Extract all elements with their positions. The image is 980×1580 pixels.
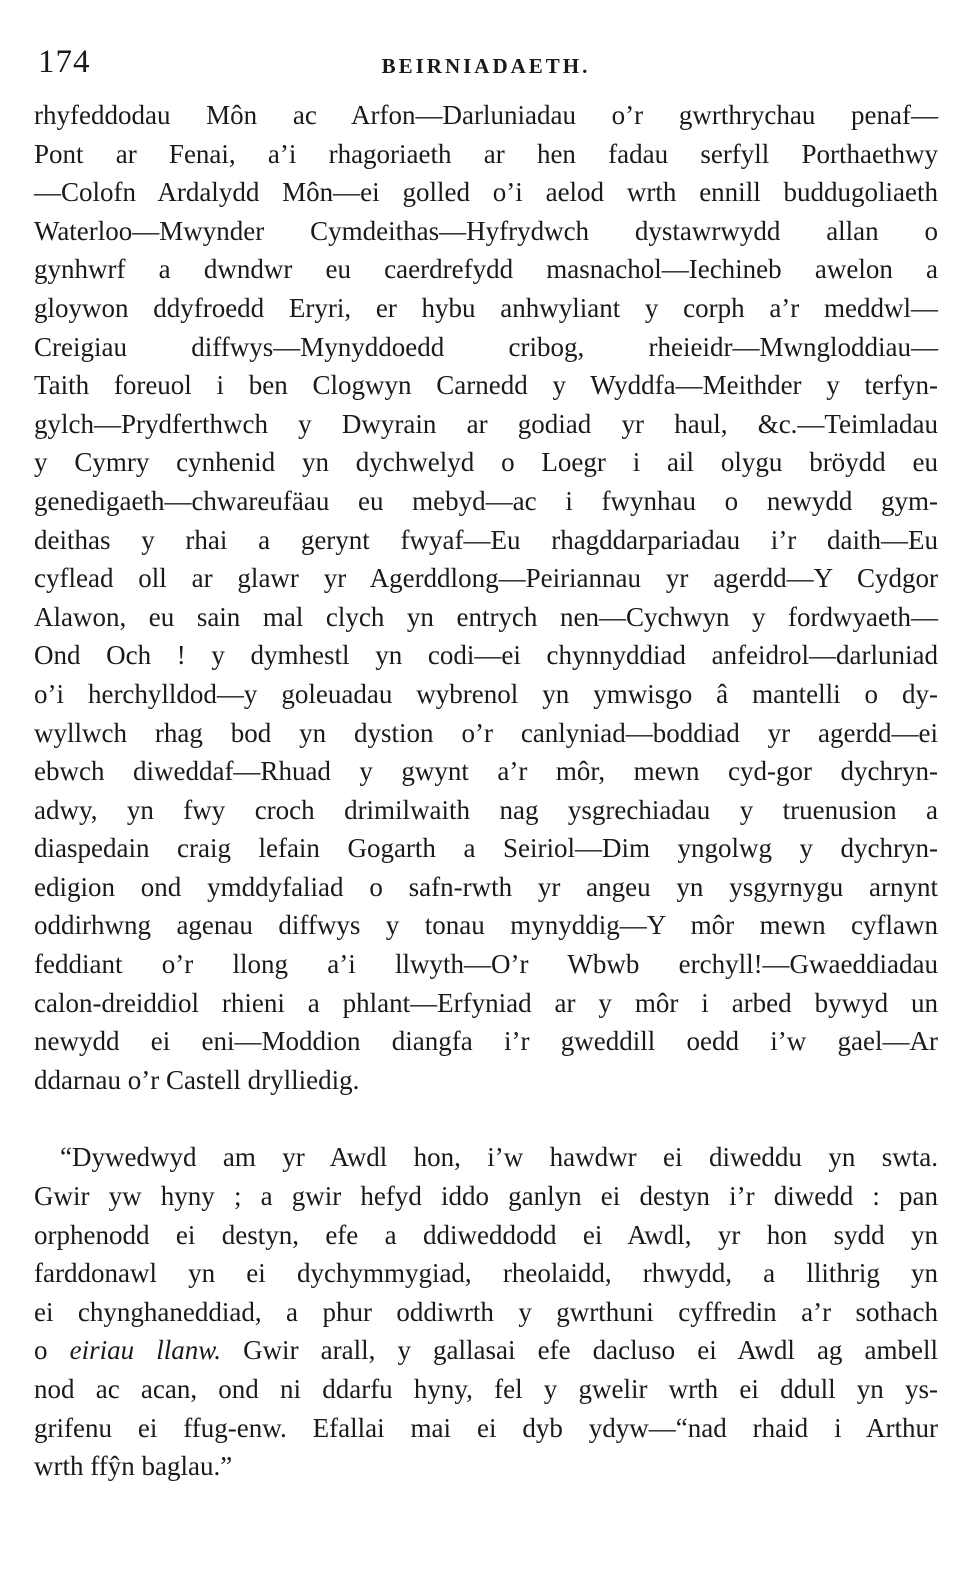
text-line: y Cymry cynhenid yn dychwelyd o Loegr i ail olygu bröydd eu [34,447,938,478]
text-line-with-italic [34,1331,938,1370]
text-line: oddirhwng agenau diffwys y tonau mynyddig—Y môr mewn cyflawn [34,910,938,941]
text-line: Pont ar Fenai, a’i rhagoriaeth ar hen fadau serfyll Porthaethwy [34,138,938,169]
text-line: edigion ond ymddyfaliad o safn-rwth yr angeu yn ysgyrnygu arnynt [34,871,938,902]
text-line: Alawon, eu sain mal clych yn entrych nen—Cychwyn y fordwyaeth— [34,601,938,632]
running-head [34,36,938,96]
text-line: —Colofn Ardalydd Môn—ei golled o’i aelod wrth ennill buddugoliaeth [34,177,938,208]
text-line: wyllwch rhag bod yn dystion o’r canlyniad—boddiad yr agerdd—ei [34,717,938,748]
text-line: genedigaeth—chwareufäau eu mebyd—ac i fwynhau o newydd gym- [34,485,938,516]
text-line: grifenu ei ffug-enw. Efallai mai ei dyb ydyw—“nad rhaid i Arthur [34,1412,938,1443]
text-line: cyflead oll ar glawr yr Agerddlong—Peiriannau yr agerdd—Y Cydgor [34,563,938,594]
text-line: Taith foreuol i ben Clogwyn Carnedd y Wyddfa—Meithder y terfyn- [34,370,938,401]
book-page [34,36,938,1486]
text-line: gylch—Prydferthwch y Dwyrain ar godiad yr haul, &c.—Teimladau [34,408,938,439]
text-line: Ond Och ! y dymhestl yn codi—ei chynnyddiad anfeidrol—darluniad [34,640,938,671]
text-line: nod ac acan, ond ni ddarfu hyny, fel y gwelir wrth ei ddull yn ys- [34,1374,938,1404]
text-line: Waterloo—Mwynder Cymdeithas—Hyfrydwch dystawrwydd allan o [34,215,938,246]
text-segment: o [34,1335,70,1366]
text-line: wrth ffŷn baglau.” [34,1451,233,1482]
text-line: rhyfeddodau Môn ac Arfon—Darluniadau o’r gwrthrychau penaf— [34,100,938,130]
text-line: diaspedain craig lefain Gogarth a Seiriol—Dim yngolwg y dychryn- [34,833,938,864]
text-segment: Gwir arall, y gallasai efe dacluso ei Awdl ag ambell [220,1335,939,1366]
running-title: BEIRNIADAETH. [381,54,591,78]
text-line: Creigiau diffwys—Mynyddoedd cribog, rheieidr—Mwngloddiau— [34,331,938,362]
text-line: deithas y rhai a gerynt fwyaf—Eu rhagddarpariadau i’r daith—Eu [34,524,938,555]
text-line: ddarnau o’r Castell drylliedig. [34,1064,360,1095]
text-line: gloywon ddyfroedd Eryri, er hybu anhwyliant y corph a’r meddwl— [34,292,938,323]
text-line: Gwir yw hyny ; a gwir hefyd iddo ganlyn ei destyn i’r diwedd : pan [34,1181,938,1212]
text-line: ebwch diweddaf—Rhuad y gwynt a’r môr, mewn cyd-gor dychryn- [34,756,938,787]
text-line: gynhwrf a dwndwr eu caerdrefydd masnachol—Iechineb awelon a [34,254,938,285]
text-line: adwy, yn fwy croch drimilwaith nag ysgrechiadau y truenusion a [34,794,938,825]
paragraph-contents-summary [34,96,938,1099]
text-line: o’i herchylldod—y goleuadau wybrenol yn ymwisgo â mantelli o dy- [34,678,938,709]
text-line: orphenodd ei destyn, efe a ddiweddodd ei Awdl, yr hon sydd yn [34,1219,938,1250]
text-line: “Dywedwyd am yr Awdl hon, i’w hawdwr ei diweddu yn swta. [60,1142,938,1173]
text-line: calon-dreiddiol rhieni a phlant—Erfyniad ar y môr i arbed bywyd un [34,987,938,1018]
page-number: 174 [38,44,91,80]
text-line: feddiant o’r llong a’i llwyth—O’r Wbwb erchyll!—Gwaeddiadau [34,949,938,980]
text-line: farddonawl yn ei dychymmygiad, rheolaidd, rhwydd, a llithrig yn [34,1258,938,1289]
paragraph-quotation [34,1138,938,1485]
italic-phrase: eiriau llanw. [69,1335,221,1366]
text-line: newydd ei eni—Moddion diangfa i’r gweddill oedd i’w gael—Ar [34,1026,938,1057]
text-line: ei chynghaneddiad, a phur oddiwrth y gwrthuni cyffredin a’r sothach [34,1296,938,1327]
